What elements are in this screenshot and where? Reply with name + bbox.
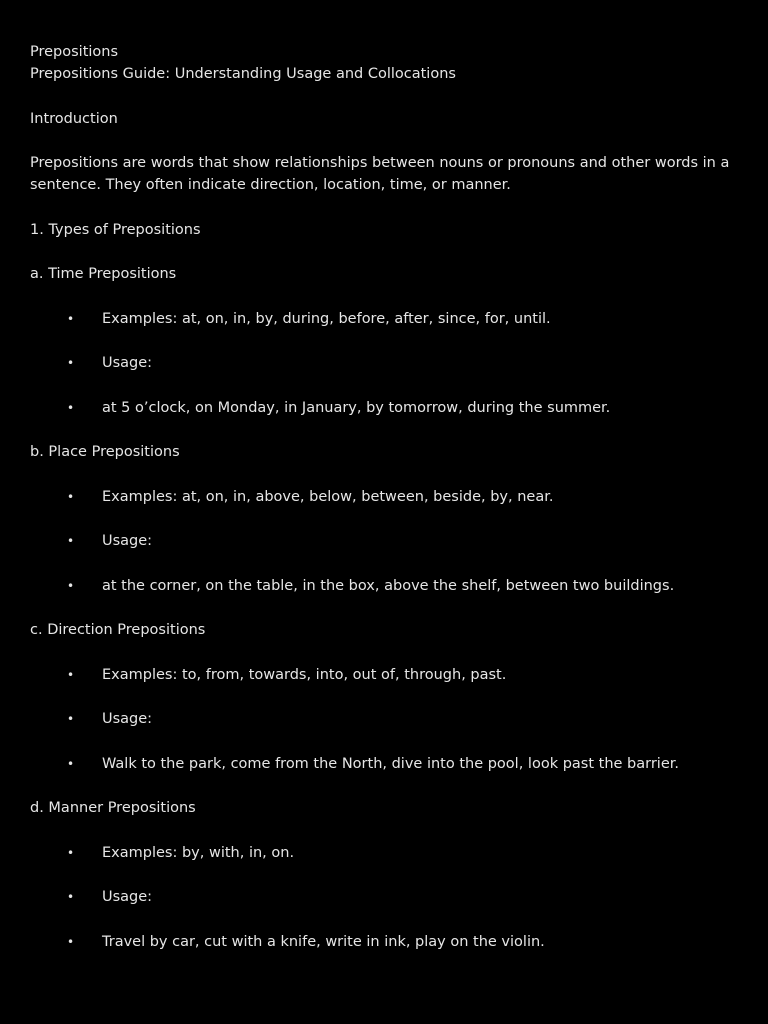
list-item (30, 753, 738, 775)
bullet-icon: • (67, 712, 75, 726)
list-item (30, 575, 738, 597)
list-item-text: Examples: at, on, in, by, during, before, after, since, for, until. (102, 310, 551, 327)
bullet-icon: • (67, 667, 75, 682)
list-item-text: Examples: to, from, towards, into, out of, through, past. (102, 666, 507, 683)
list-item-text: Travel by car, cut with a knife, write in ink, play on the violin. (102, 933, 545, 950)
list-item (30, 842, 738, 864)
list-item-text: Usage: (102, 889, 153, 905)
subsection-manner (30, 797, 738, 953)
bullet-list (30, 308, 738, 419)
list-item-text: Usage: (102, 711, 153, 727)
bullet-icon: • (67, 400, 75, 415)
bullet-list (30, 486, 738, 597)
bullet-icon: • (67, 578, 75, 593)
list-item (30, 931, 738, 953)
list-item-text: at 5 o’clock, on Monday, in January, by tomorrow, during the summer. (102, 399, 611, 416)
list-item (30, 530, 738, 552)
list-item-text: Examples: at, on, in, above, below, between, beside, by, near. (102, 488, 554, 505)
document-subtitle: Prepositions Guide: Understanding Usage and Collocations (30, 66, 456, 82)
bullet-icon: • (67, 756, 75, 771)
bullet-icon: • (67, 890, 75, 904)
section-heading: 1. Types of Prepositions (30, 221, 201, 238)
list-item-text: Usage: (102, 355, 153, 371)
bullet-icon: • (67, 934, 75, 949)
list-item (30, 664, 738, 686)
intro-paragraph: Prepositions are words that show relationships between nouns or pronouns and other words in a sentence. They often indicate direction, location, time, or manner. (30, 155, 730, 193)
list-item (30, 397, 738, 419)
bullet-list (30, 664, 738, 775)
bullet-icon: • (67, 489, 75, 504)
subsection-heading: b. Place Prepositions (30, 444, 180, 460)
bullet-icon: • (67, 534, 75, 548)
bullet-icon: • (67, 845, 75, 860)
list-item (30, 352, 738, 374)
bullet-list (30, 842, 738, 953)
list-item (30, 708, 738, 730)
subsection-time (30, 263, 738, 419)
list-item-text: at the corner, on the table, in the box, above the shelf, between two buildings. (102, 577, 675, 594)
list-item-text: Walk to the park, come from the North, dive into the pool, look past the barrier. (102, 755, 679, 772)
bullet-icon: • (67, 311, 75, 326)
list-item (30, 886, 738, 908)
subsection-heading: a. Time Prepositions (30, 266, 177, 282)
subsection-heading: d. Manner Prepositions (30, 800, 196, 816)
document-title: Prepositions (30, 44, 119, 60)
list-item (30, 308, 738, 330)
bullet-icon: • (67, 356, 75, 370)
list-item (30, 486, 738, 508)
subsection-direction (30, 619, 738, 775)
list-item-text: Examples: by, with, in, on. (102, 844, 295, 861)
list-item-text: Usage: (102, 533, 153, 549)
subsection-place (30, 441, 738, 597)
intro-heading: Introduction (30, 110, 118, 127)
subsection-heading: c. Direction Prepositions (30, 622, 206, 638)
